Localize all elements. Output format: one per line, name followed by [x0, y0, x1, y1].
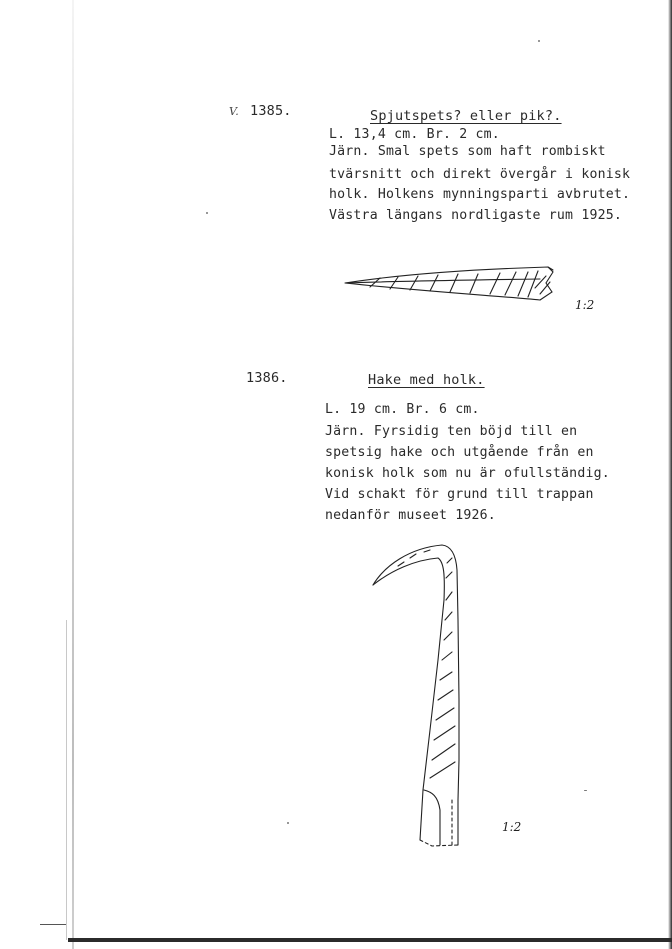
entry-line: holk. Holkens mynningsparti avbrutet.	[329, 187, 631, 202]
entry-line: konisk holk som nu är ofullständig.	[325, 466, 610, 481]
entry-line: Västra längans nordligaste rum 1925.	[329, 208, 623, 223]
entry-line: nedanför museet 1926.	[325, 508, 496, 523]
scale-note: 1:2	[575, 298, 595, 312]
entry-title: Spjutspets? eller pik?.	[370, 108, 562, 124]
entry-line: L. 19 cm. Br. 6 cm.	[325, 402, 480, 417]
entry-line: Vid schakt för grund till trappan	[325, 487, 594, 502]
entry-number: 1386.	[246, 370, 288, 386]
entry-line: L. 13,4 cm. Br. 2 cm.	[329, 127, 500, 142]
entry-line: Järn. Fyrsidig ten böjd till en	[325, 424, 578, 439]
entry-line: Järn. Smal spets som haft rombiskt	[329, 144, 606, 159]
entry-line: tvärsnitt och direkt övergår i konisk	[329, 167, 631, 182]
entry-prefix: V.	[229, 105, 239, 118]
entry-number: 1385.	[250, 103, 292, 119]
scale-note: 1:2	[502, 820, 522, 834]
entry-title: Hake med holk.	[368, 372, 485, 388]
entry-line: spetsig hake och utgående från en	[325, 445, 594, 460]
